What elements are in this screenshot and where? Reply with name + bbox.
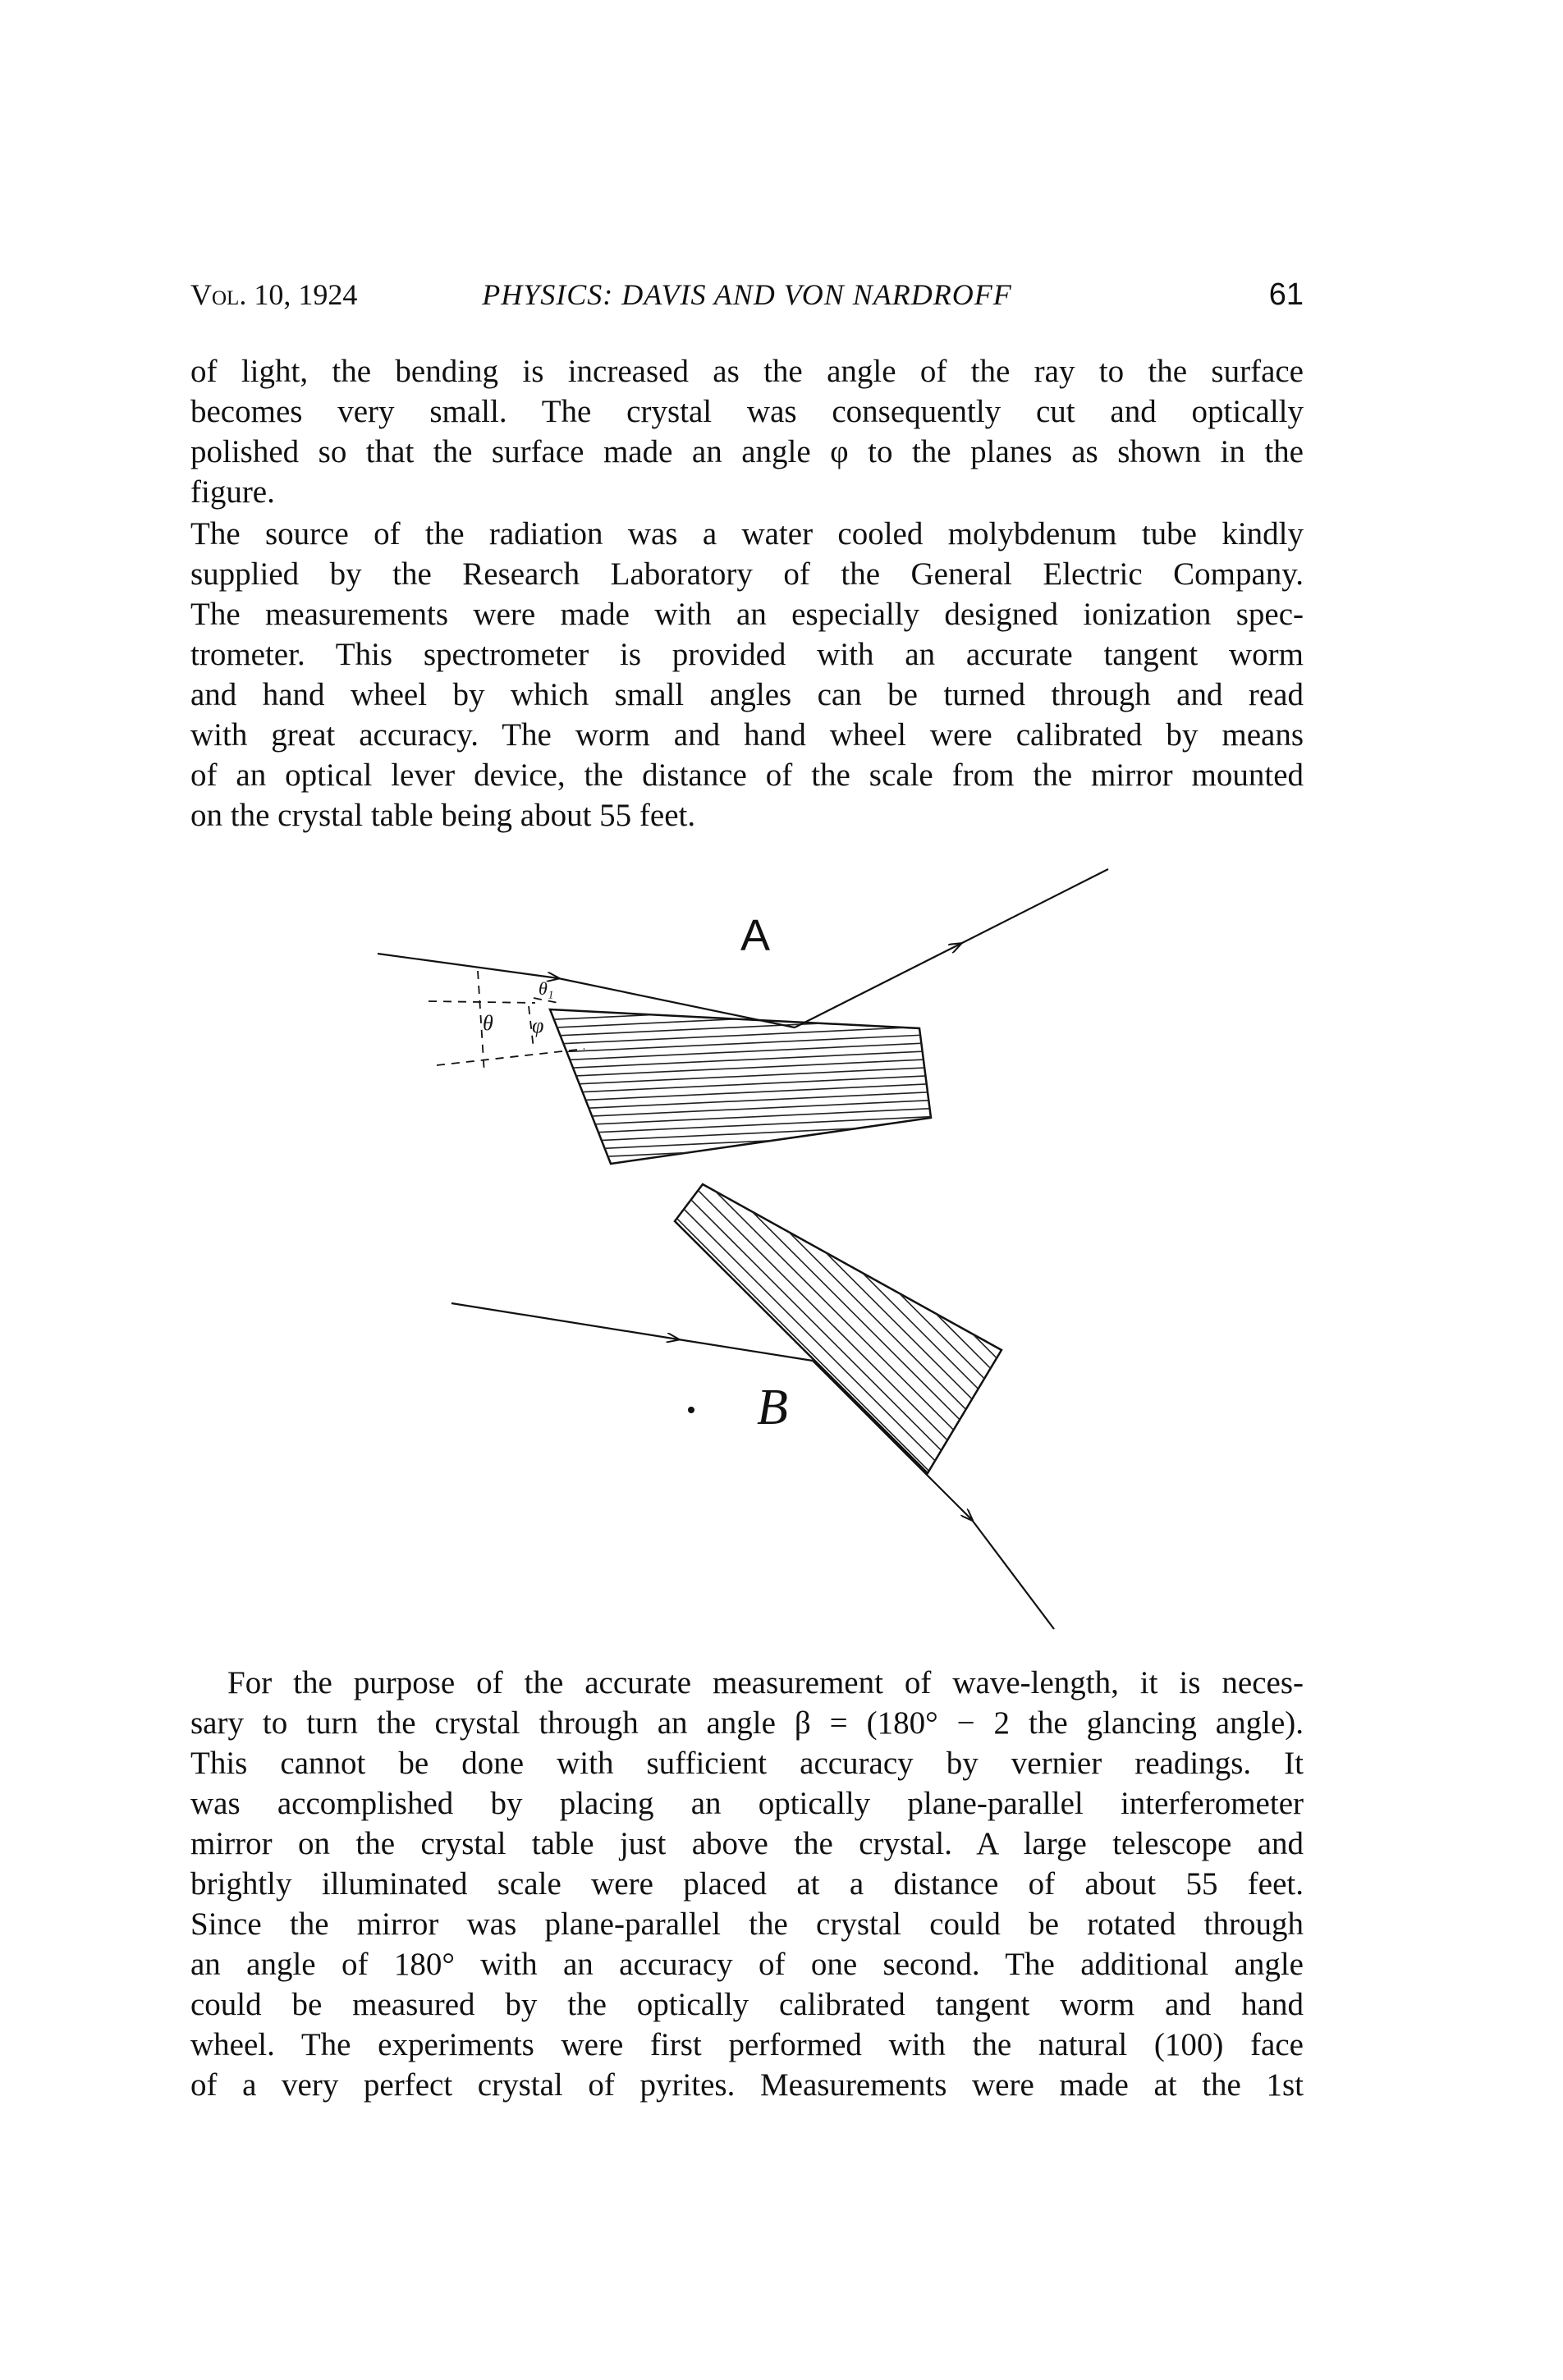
running-header	[190, 277, 1304, 318]
text-line: could be measured by the optically calibrated tangent worm and hand	[190, 1987, 1304, 2022]
text-line: Since the mirror was plane-parallel the crystal could be rotated through	[190, 1906, 1304, 1942]
text-line: an angle of 180° with an accuracy of one second. The additional angle	[190, 1947, 1304, 1982]
dot-mark	[688, 1407, 694, 1413]
label-phi: φ	[532, 1014, 544, 1037]
text-line: with great accuracy. The worm and hand wheel were calibrated by means	[190, 717, 1304, 753]
text-line: brightly illuminated scale were placed at a distance of about 55 feet.	[190, 1866, 1304, 1902]
text-line: mirror on the crystal table just above the crystal. A large telescope and	[190, 1826, 1304, 1861]
label-theta: θ	[483, 1011, 493, 1035]
text-line: and hand wheel by which small angles can be turned through and read	[190, 677, 1304, 712]
text-line: The source of the radiation was a water cooled molybdenum tube kindly	[190, 516, 1304, 552]
text-line: For the purpose of the accurate measurement of wave-length, it is neces-	[227, 1665, 1304, 1700]
text-line: wheel. The experiments were first performed with the natural (100) face	[190, 2027, 1304, 2062]
text-line: of a very perfect crystal of pyrites. Measurements were made at the 1st	[190, 2067, 1304, 2103]
crystal-a	[486, 1000, 979, 1179]
text-line: sary to turn the crystal through an angle β = (180° − 2 the glancing angle).	[190, 1705, 1304, 1741]
text-line: figure.	[190, 474, 275, 510]
label-a: A	[740, 911, 771, 960]
label-theta-1: θ₁	[539, 978, 554, 999]
text-line: supplied by the Research Laboratory of the General Electric Company.	[190, 556, 1304, 592]
text-line: of light, the bending is increased as the angle of the ray to the surface	[190, 354, 1304, 389]
text-line: of an optical lever device, the distance of the scale from the mirror mounted	[190, 757, 1304, 793]
label-b: B	[757, 1380, 788, 1435]
text-line: This cannot be done with sufficient accuracy by vernier readings. It	[190, 1746, 1304, 1781]
text-line: on the crystal table being about 55 feet.	[190, 798, 696, 833]
volume-info: Vol. 10, 1924	[190, 278, 358, 311]
text-line: polished so that the surface made an angle φ to the planes as shown in the	[190, 434, 1304, 469]
paragraph-1	[190, 351, 1304, 512]
text-line: becomes very small. The crystal was consequently cut and optically	[190, 394, 1304, 429]
page-number: 61	[1268, 277, 1304, 312]
text-line: was accomplished by placing an optically plane-parallel interferometer	[190, 1786, 1304, 1821]
crystal-diffraction-figure	[190, 854, 1304, 1641]
text-line: The measurements were made with an especially designed ionization spec-	[190, 597, 1304, 632]
running-title: PHYSICS: DAVIS AND VON NARDROFF	[482, 278, 1012, 311]
text-line: trometer. This spectrometer is provided with an accurate tangent worm	[190, 637, 1304, 672]
paragraph-2	[190, 514, 1304, 835]
paragraph-3	[190, 1663, 1304, 2105]
